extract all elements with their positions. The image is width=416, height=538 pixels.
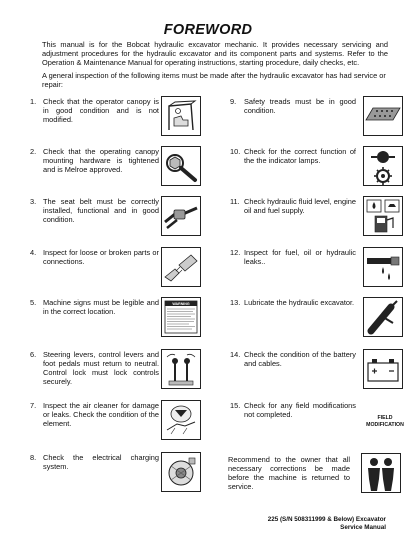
inspection-item-10: [230, 147, 416, 191]
item-text: Check the electrical charging system.: [43, 453, 159, 471]
control-levers-icon: [161, 349, 201, 389]
item-text: The seat belt must be correctly installed, functional and in good condition.: [43, 197, 159, 224]
seat-belt-icon: [161, 196, 201, 236]
grease-gun-icon: [363, 297, 403, 337]
inspection-item-13: [230, 298, 416, 342]
intro-paragraph: This manual is for the Bobcat hydraulic excavator mechanic. It provides necessary servicing and adjustment procedures for the hydraulic excavator and its component parts and systems. Refer to the Operation & Maintenance Manual for operating instructions, starting procedure, daily checks, etc.: [42, 40, 388, 67]
warning-sign-icon: [161, 297, 201, 337]
item-text: Steering levers, control levers and foot pedals must return to neutral. Control lock must lock controls securely.: [43, 350, 159, 386]
item-number: 8.: [30, 453, 37, 462]
item-text: Check for any field modifications not completed.: [244, 401, 356, 419]
item-number: 6.: [30, 350, 37, 359]
inspection-item-2: [30, 147, 218, 191]
indicator-lamps-icon: [363, 146, 403, 186]
alternator-icon: [161, 452, 201, 492]
page-title: FOREWORD: [163, 22, 253, 38]
item-text: Check hydraulic fluid level, engine oil and fuel supply.: [244, 197, 356, 215]
item-text: Lubricate the hydraulic excavator.: [244, 298, 355, 307]
item-number: 15.: [230, 401, 241, 410]
inspection-item-7: [30, 401, 218, 445]
item-text: Check for the correct function of the the indicator lamps.: [244, 147, 356, 165]
inspection-item-3: [30, 197, 218, 241]
inspection-item-4: [30, 248, 218, 292]
inspection-item-8: [30, 453, 218, 497]
safety-tread-icon: [363, 96, 403, 136]
item-text: Inspect for loose or broken parts or connections.: [43, 248, 159, 266]
field-modification-icon: [364, 399, 406, 443]
item-number: 7.: [30, 401, 37, 410]
hose-leak-icon: [363, 247, 403, 287]
battery-icon: [363, 349, 403, 389]
item-number: 2.: [30, 147, 37, 156]
inspection-paragraph: A general inspection of the following items must be made after the hydraulic excavator has had service or repair:: [42, 71, 386, 89]
item-number: 10.: [230, 147, 241, 156]
item-number: 13.: [230, 298, 241, 307]
broken-part-icon: [161, 247, 201, 287]
item-number: 12.: [230, 248, 241, 257]
warning-sign-title: WARNING: [172, 302, 190, 306]
footer-manual: Service Manual: [340, 524, 386, 531]
item-number: 11.: [230, 197, 240, 206]
air-cleaner-icon: [161, 400, 201, 440]
inspection-item-5: [30, 298, 218, 342]
inspection-item-6: [30, 350, 218, 394]
wrench-bolt-icon: [161, 146, 201, 186]
inspection-item-9: [230, 97, 416, 141]
item-number: 5.: [30, 298, 37, 307]
item-text: Check that the operating canopy mounting hardware is tightened and is Melroe approved.: [43, 147, 159, 174]
item-text: Check that the operator canopy is in good condition and is not modified.: [43, 97, 159, 124]
owner-icon: [361, 453, 401, 493]
item-number: 1.: [30, 97, 37, 106]
inspection-item-14: [230, 350, 416, 394]
item-text: Safety treads must be in good condition.: [244, 97, 356, 115]
inspection-item-12: [230, 248, 416, 292]
item-text: Machine signs must be legible and in the correct location.: [43, 298, 159, 316]
item-text: Inspect the air cleaner for damage or leaks. Check the condition of the element.: [43, 401, 159, 428]
item-number: 9.: [230, 97, 237, 106]
fluid-levels-icon: [363, 196, 403, 236]
inspection-item-1: [30, 97, 218, 141]
item-number: 4.: [30, 248, 37, 257]
recommendation-text: Recommend to the owner that all necessary corrections be made before the machine is returned to service.: [228, 455, 350, 491]
field-modification-label: FIELD MODIFICATION: [366, 415, 404, 428]
inspection-item-11: [230, 197, 416, 241]
footer-model: 225 (S/N 508311999 & Below) Excavator: [267, 516, 386, 523]
item-text: Check the condition of the battery and cables.: [244, 350, 356, 368]
canopy-icon: [161, 96, 201, 136]
item-text: Inspect for fuel, oil or hydraulic leaks..: [244, 248, 356, 266]
item-number: 3.: [30, 197, 37, 206]
item-number: 14.: [230, 350, 241, 359]
